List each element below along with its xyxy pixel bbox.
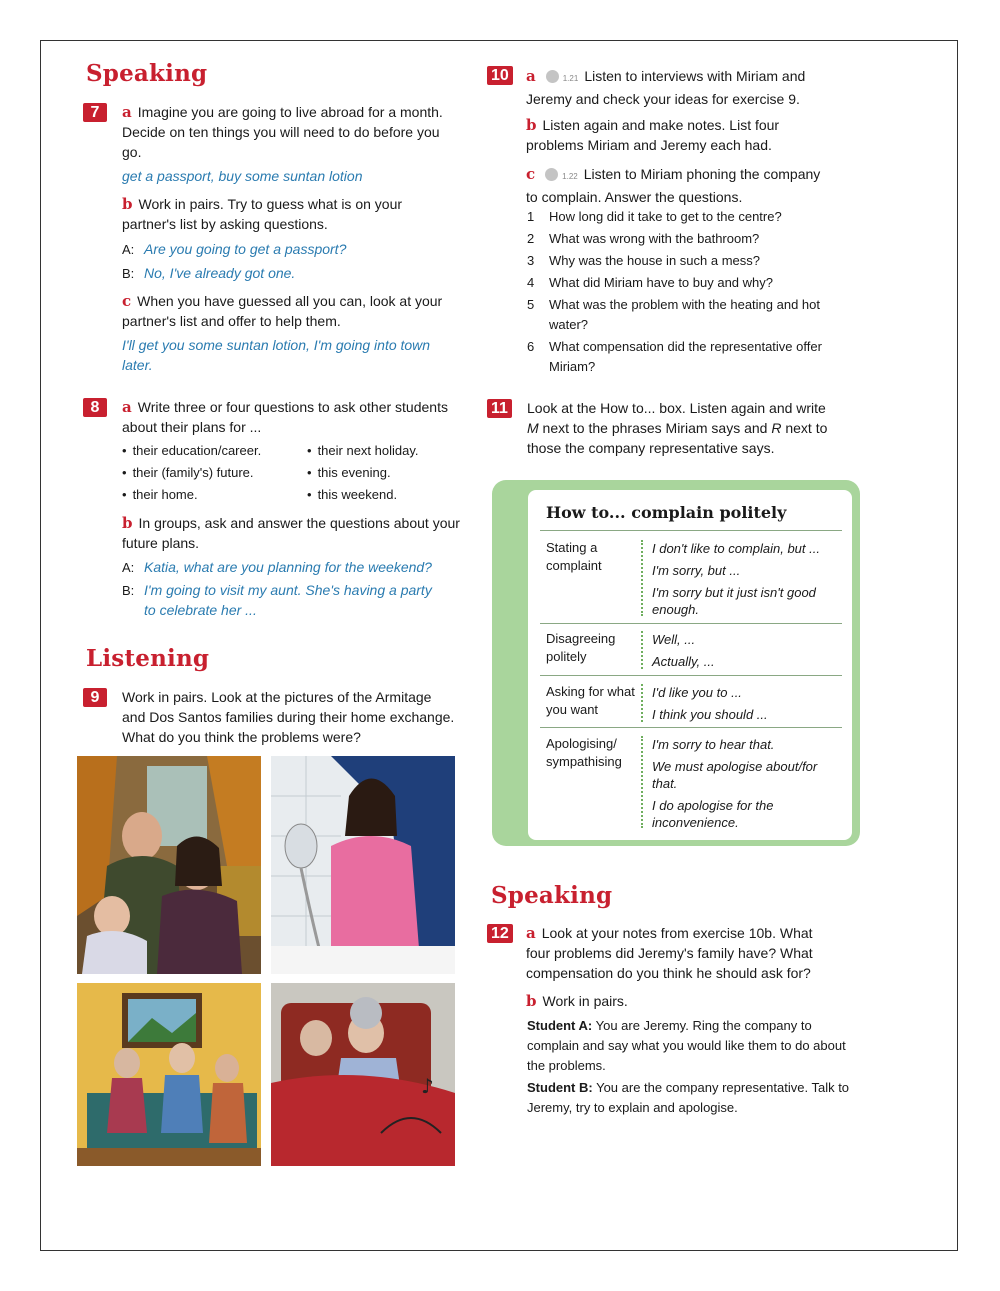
exercise-12b-student-a: Student A: You are Jeremy. Ring the company to complain and say what you would like them to do about the problems.	[527, 1018, 846, 1073]
speaking-heading: Speaking	[86, 60, 208, 87]
speaking-heading-2: Speaking	[491, 882, 613, 909]
exercise-10c: c 1.22 Listen to Miriam phoning the company to complain. Answer the questions.	[526, 165, 821, 205]
divider	[641, 736, 643, 828]
exercise-10b: b Listen again and make notes. List four problems Miriam and Jeremy each had.	[526, 116, 780, 153]
exercise-8a-bullets-right	[307, 440, 419, 506]
picture-family-sofa	[77, 983, 261, 1166]
exercise-9-text: Work in pairs. Look at the pictures of the Armitage and Dos Santos families during their home exchange. What do you think the problems were?	[122, 689, 455, 745]
list-item: • their education/career.	[122, 440, 261, 462]
exercise-12-number: 12	[487, 924, 513, 943]
exercise-8-number: 8	[83, 398, 107, 417]
divider	[540, 727, 842, 728]
audio-cd-icon	[545, 168, 558, 181]
how-to-category: Apologising/ sympathising	[546, 736, 622, 769]
divider	[540, 623, 842, 624]
exercise-7c: c When you have guessed all you can, look at your partner's list and offer to help them.	[122, 292, 443, 329]
exercise-7b-dialog: A: Are you going to get a passport? B: No, I've already got one.	[122, 241, 347, 281]
exercise-11-text: Look at the How to... box. Listen again and write M next to the phrases Miriam says and R next to those the company representative says.	[527, 400, 828, 456]
exercise-10a: a 1.21 Listen to interviews with Miriam and Jeremy and check your ideas for exercise 9.	[526, 67, 806, 107]
exercise-8b: b In groups, ask and answer the questions about your future plans.	[122, 514, 460, 551]
how-to-phrases: I'm sorry to hear that. We must apologise about/for that. I do apologise for the inconvenience.	[652, 737, 818, 830]
exercise-7b: b Work in pairs. Try to guess what is on your partner's list by asking questions.	[122, 195, 403, 232]
exercise-11-number: 11	[487, 399, 512, 418]
svg-text:♪: ♪	[421, 1074, 434, 1098]
picture-woman-shower	[271, 756, 455, 974]
exercise-7a-example: get a passport, buy some suntan lotion	[122, 168, 363, 184]
exercise-12b: b Work in pairs.	[526, 992, 628, 1010]
divider	[641, 684, 643, 722]
exercise-7-number: 7	[83, 103, 107, 122]
exercise-8b-dialog: A: Katia, what are you planning for the weekend? B: I'm going to visit my aunt. She's having a party to celebrate her ...	[122, 559, 432, 618]
divider	[641, 540, 643, 616]
audio-cd-icon	[546, 70, 559, 83]
exercise-10c-questions: 1 How long did it take to get to the centre? 2 What was wrong with the bathroom? 3 Why was the house in such a mess? 4 What did Miriam have to buy and why? 5 What was the problem with the heating and hot water? 6 What compensation did the representative offer Miriam?	[527, 209, 822, 374]
picture-couple-bed	[271, 983, 455, 1166]
exercise-7c-example: I'll get you some suntan lotion, I'm going into town later.	[122, 337, 431, 373]
how-to-title: How to... complain politely	[546, 503, 787, 522]
list-item: • their next holiday.	[307, 440, 419, 462]
exercise-12b-student-b: Student B: You are the company representative. Talk to Jeremy, try to explain and apologise.	[527, 1080, 850, 1115]
list-item: • their home.	[122, 484, 261, 506]
divider	[540, 675, 842, 676]
divider	[540, 530, 842, 531]
exercise-7a: a Imagine you are going to live abroad for a month. Decide on ten things you will need to do before you go.	[122, 103, 443, 160]
how-to-phrases: I don't like to complain, but ... I'm sorry, but ... I'm sorry but it just isn't good enough.	[652, 541, 820, 617]
how-to-phrases: Well, ... Actually, ...	[652, 632, 715, 669]
listening-heading: Listening	[86, 645, 210, 672]
exercise-12a: a Look at your notes from exercise 10b. What four problems did Jeremy's family have? What compensation do you think he should ask for?	[526, 924, 813, 981]
divider	[641, 631, 643, 669]
how-to-category: Stating a complaint	[546, 540, 602, 573]
picture-family-worried	[77, 756, 261, 974]
list-item: • this weekend.	[307, 484, 419, 506]
exercise-9-number: 9	[83, 688, 107, 707]
list-item: • their (family's) future.	[122, 462, 261, 484]
how-to-category: Asking for what you want	[546, 684, 635, 717]
how-to-category: Disagreeing politely	[546, 631, 616, 664]
list-item: • this evening.	[307, 462, 419, 484]
how-to-phrases: I'd like you to ... I think you should ...	[652, 685, 768, 722]
exercise-8a-bullets-left	[122, 440, 261, 506]
exercise-10-number: 10	[487, 66, 513, 85]
exercise-8a: a Write three or four questions to ask other students about their plans for ...	[122, 398, 448, 435]
